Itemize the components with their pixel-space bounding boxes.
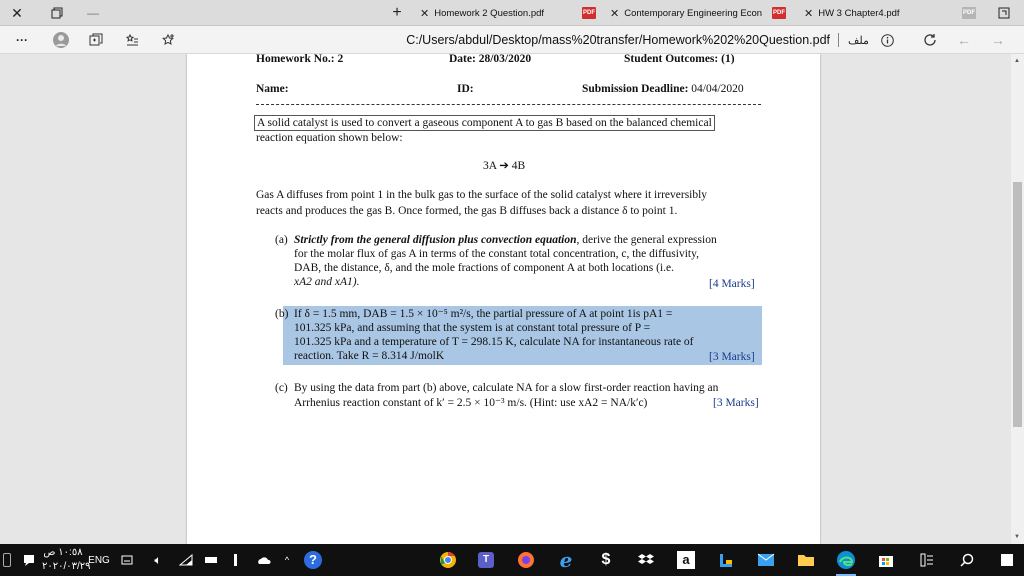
refresh-icon[interactable] — [922, 32, 938, 48]
date: Date: 28/03/2020 — [449, 54, 532, 65]
help-icon[interactable]: ? — [302, 544, 324, 576]
close-tab-icon[interactable]: ✕ — [610, 7, 620, 20]
pdf-icon: PDF — [582, 7, 596, 19]
taskbar — [0, 544, 1024, 576]
tab-actions-icon[interactable] — [996, 5, 1012, 21]
address-divider — [838, 33, 839, 47]
question-a-marks: [4 Marks] — [709, 278, 755, 290]
show-desktop-icon[interactable] — [0, 544, 14, 576]
info-icon[interactable] — [880, 33, 894, 47]
address-field[interactable] — [380, 26, 830, 54]
pdf-icon: PDF — [962, 7, 976, 19]
question-a-line-1 — [294, 233, 762, 247]
url-text: C:/Users/abdul/Desktop/mass%20transfer/Homework%202%20Question.pdf — [406, 33, 830, 47]
teams-icon[interactable]: T — [474, 544, 498, 576]
question-a-line-4: xA2 and xA1). — [294, 276, 360, 288]
amazon-icon[interactable]: a — [674, 544, 698, 576]
dropbox-icon[interactable] — [634, 544, 658, 576]
intro-line-1: A solid catalyst is used to convert a gaseous component A to gas B based on the balanced chemical — [254, 115, 715, 131]
notification-icon[interactable] — [22, 544, 36, 576]
more-icon[interactable]: ··· — [16, 33, 28, 47]
scroll-up-icon[interactable]: ▲ — [1014, 58, 1020, 64]
pdf-viewport — [0, 54, 1024, 544]
submission-deadline — [582, 82, 744, 96]
back-icon[interactable]: ← — [957, 32, 971, 48]
scrollbar-thumb[interactable] — [1013, 182, 1022, 427]
reaction-equation: 3A ➔ 4B — [483, 160, 526, 172]
deadline-label: Submission Deadline: — [582, 83, 689, 95]
question-a-tag: (a) — [275, 234, 288, 246]
chevron-up-icon[interactable]: ^ — [284, 555, 290, 565]
id-label: ID: — [457, 83, 474, 95]
clock-date: ٢٠٢٠/٠٣/٢٩ — [42, 561, 91, 572]
question-b-line-1: If δ = 1.5 mm, DAB = 1.5 × 10⁻⁵ m²/s, the partial pressure of A at point 1is pA1 = — [294, 308, 673, 320]
question-b-tag: (b) — [275, 308, 289, 320]
question-a-line-3: DAB, the distance, δ, and the mole fractions of component A at both locations (i.e. — [294, 262, 675, 274]
address-bar — [0, 26, 1024, 54]
wifi-icon[interactable] — [178, 544, 194, 576]
question-a-line-1-rest: , derive the general expression — [576, 234, 717, 246]
tab-contemporary-engineering[interactable] — [610, 0, 770, 26]
onedrive-icon[interactable] — [256, 544, 272, 576]
pdf-icon: PDF — [772, 7, 786, 19]
tab-label: Homework 2 Question.pdf — [434, 7, 545, 19]
internet-explorer-icon[interactable]: e — [559, 548, 573, 572]
chrome-icon[interactable] — [436, 544, 460, 576]
tab-label: HW 3 Chapter4.pdf — [818, 7, 900, 19]
pdf-page — [187, 54, 820, 544]
question-b-marks: [3 Marks] — [709, 351, 755, 363]
new-tab-button[interactable]: + — [392, 4, 402, 21]
firefox-icon[interactable] — [514, 544, 538, 576]
restore-window-icon[interactable] — [48, 4, 66, 22]
question-c-marks: [3 Marks] — [713, 397, 759, 409]
pen-icon[interactable] — [228, 544, 242, 576]
start-icon[interactable] — [996, 544, 1018, 576]
paragraph-line-1: Gas A diffuses from point 1 in the bulk gas to the surface of the solid catalyst where it irreversibly — [256, 189, 708, 201]
tab-label: Contemporary Engineering Econ — [624, 7, 763, 19]
task-view-icon[interactable] — [916, 544, 938, 576]
clock-time: ١٠:٥٨ ص — [43, 547, 83, 558]
avatar[interactable] — [52, 31, 70, 49]
search-icon[interactable] — [956, 544, 978, 576]
question-c-line-2: Arrhenius reaction constant of k′ = 2.5 × 10⁻³ m/s. (Hint: use xA2 = NA/k′c) — [294, 397, 648, 409]
question-a-line-2: for the molar flux of gas A in terms of the constant total concentration, c, the diffusivity, — [294, 248, 699, 260]
homework-number: Homework No.: 2 — [256, 54, 344, 65]
keyboard-icon[interactable] — [120, 544, 134, 576]
minimize-icon[interactable]: — — [87, 6, 99, 20]
file-manager-icon[interactable] — [714, 544, 738, 576]
file-explorer-icon[interactable] — [794, 544, 818, 576]
favorites-icon[interactable] — [124, 32, 140, 48]
store-icon[interactable] — [874, 544, 898, 576]
separator-line — [256, 104, 761, 105]
volume-icon[interactable]: 🔈︎ — [154, 552, 162, 567]
close-tab-icon[interactable]: ✕ — [420, 7, 430, 20]
tab-homework-2[interactable] — [420, 0, 580, 26]
add-favorite-icon[interactable] — [160, 32, 176, 48]
student-outcomes: Student Outcomes: (1) — [624, 54, 735, 65]
question-b-line-4: reaction. Take R = 8.314 J/molK — [294, 350, 445, 362]
question-c-line-1: By using the data from part (b) above, calculate NA for a slow first-order reaction having an — [294, 382, 719, 394]
forward-icon[interactable]: → — [991, 32, 1005, 48]
clock[interactable] — [42, 546, 91, 574]
edge-icon[interactable] — [834, 544, 858, 576]
scroll-down-icon[interactable]: ▼ — [1014, 534, 1020, 540]
collections-icon[interactable] — [88, 32, 104, 48]
vertical-scrollbar[interactable] — [1011, 54, 1024, 544]
file-label: ملف — [848, 34, 869, 47]
question-a-emphasis: Strictly from the general diffusion plus convection equation — [294, 234, 577, 246]
tab-bar — [0, 0, 1024, 26]
mail-icon[interactable] — [754, 544, 778, 576]
name-label: Name: — [256, 83, 289, 95]
language-indicator[interactable]: ENG — [88, 554, 110, 566]
tab-hw3-chapter4[interactable] — [804, 0, 944, 26]
question-b-line-2: 101.325 kPa, and assuming that the system is at constant total pressure of P = — [294, 322, 651, 334]
intro-line-2: reaction equation shown below: — [256, 132, 403, 144]
paragraph-line-2: reacts and produces the gas B. Once formed, the gas B diffuses back a distance δ to point 1. — [256, 205, 678, 217]
app-dollar-icon[interactable]: $ — [601, 551, 611, 568]
close-window-icon[interactable]: ✕ — [11, 4, 23, 21]
close-tab-icon[interactable]: ✕ — [804, 7, 814, 20]
deadline-value: 04/04/2020 — [691, 83, 744, 95]
question-c-tag: (c) — [275, 382, 288, 394]
battery-icon[interactable] — [204, 544, 218, 576]
question-b-line-3: 101.325 kPa and a temperature of T = 298.15 K, calculate NA for instantaneous rate of — [294, 336, 694, 348]
